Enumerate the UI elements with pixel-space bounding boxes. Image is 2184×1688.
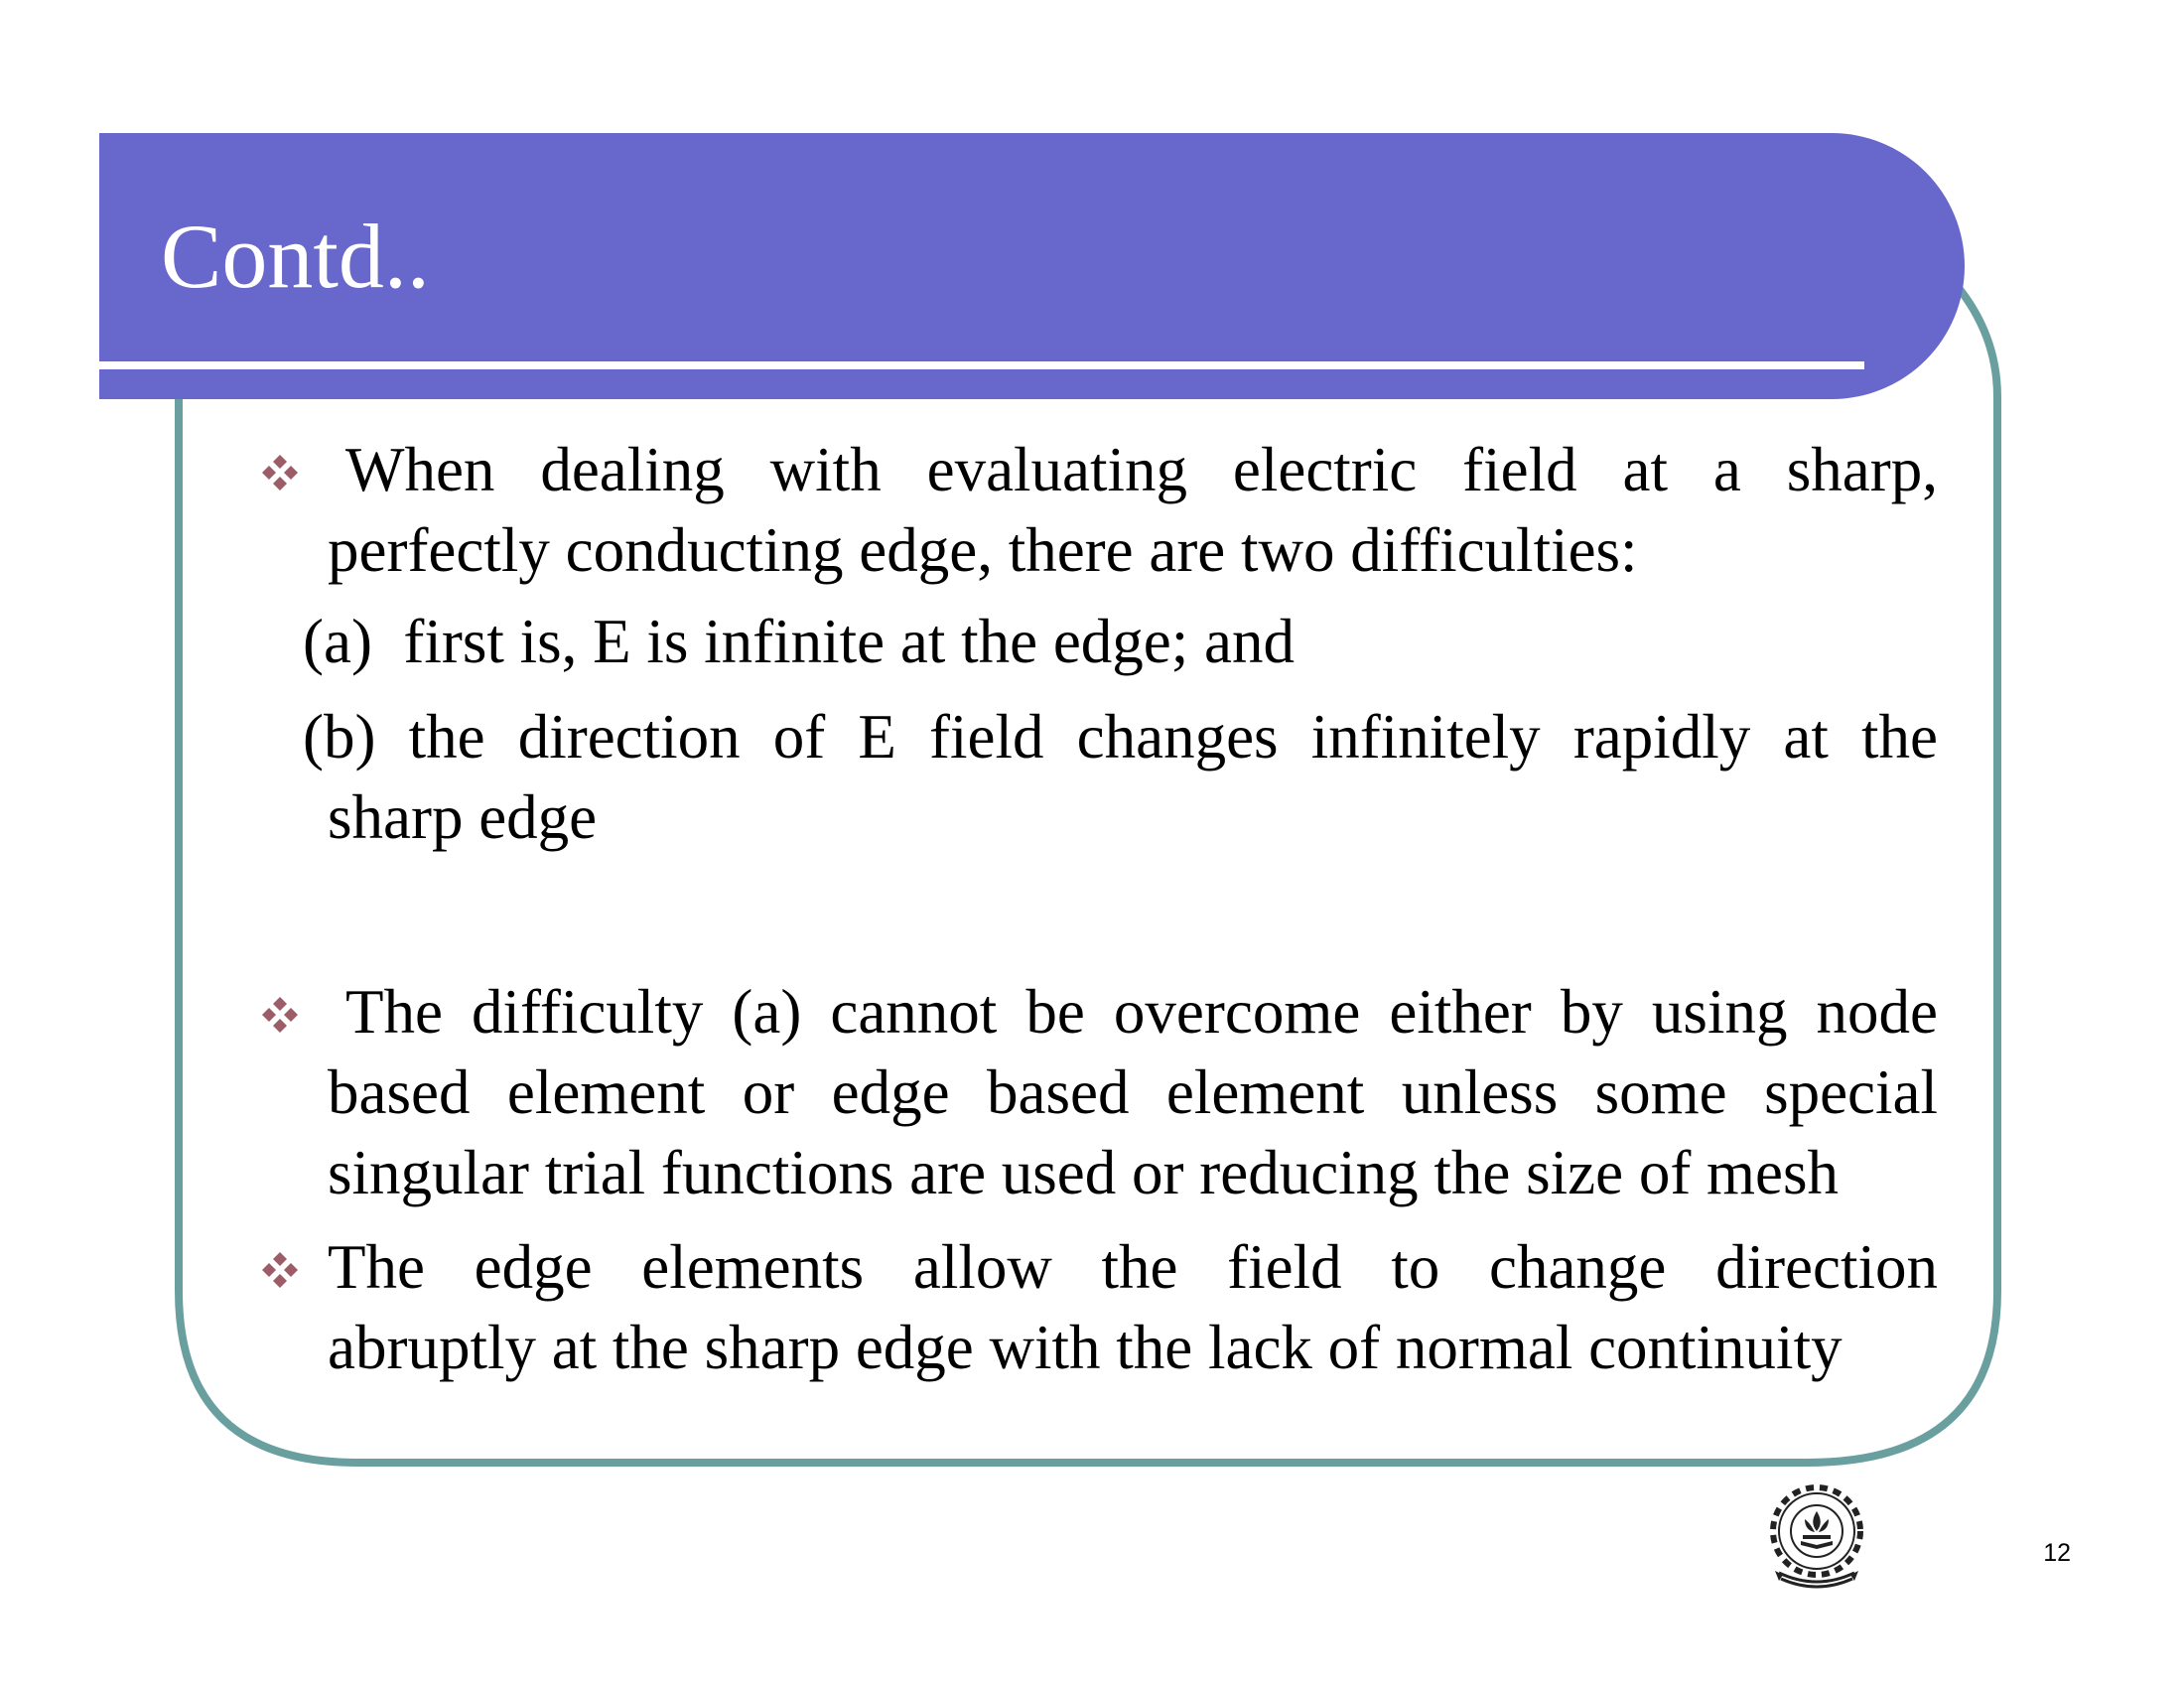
sub-item-a-label: (a)	[303, 607, 372, 676]
diamond-cluster-icon	[256, 1246, 304, 1294]
bullet-item-1	[328, 430, 1938, 591]
sub-item-b-line-1	[303, 697, 1938, 777]
page-number: 12	[2043, 1539, 2071, 1567]
bullet-2-line-3: singular trial functions are used or reducing the size of mesh	[328, 1138, 1840, 1207]
bullet-2-line-2: based element or edge based element unless some special	[328, 1057, 1938, 1127]
sub-item-b	[303, 697, 1938, 858]
sub-item-b-label: (b)	[303, 702, 376, 772]
bullet-2-line-1: The difficulty (a) cannot be overcome either by using node	[345, 977, 1938, 1047]
sub-item-b-line-2: sharp edge	[328, 782, 598, 852]
sub-item-a-line-1	[303, 602, 1938, 682]
institute-emblem-icon	[1757, 1476, 1876, 1595]
slide-title: Contd..	[161, 206, 430, 307]
sub-item-a-text: first is, E is infinite at the edge; and	[403, 607, 1295, 676]
sub-item-b-text-1: the direction of E field changes infinitely rapidly at the	[408, 702, 1938, 772]
sub-item-a	[303, 602, 1938, 682]
bullet-3-line-2: abruptly at the sharp edge with the lack of normal continuity	[328, 1313, 1843, 1382]
bullet-3-line-1: The edge elements allow the field to change direction	[328, 1232, 1938, 1302]
bullet-item-2	[328, 972, 1938, 1213]
bullet-1-line-1: When dealing with evaluating electric field at a sharp,	[345, 435, 1938, 504]
bullet-item-3	[328, 1227, 1938, 1388]
bullet-1-line-2: perfectly conducting edge, there are two difficulties:	[328, 515, 1638, 585]
diamond-cluster-icon	[256, 449, 304, 496]
diamond-cluster-icon	[256, 991, 304, 1039]
